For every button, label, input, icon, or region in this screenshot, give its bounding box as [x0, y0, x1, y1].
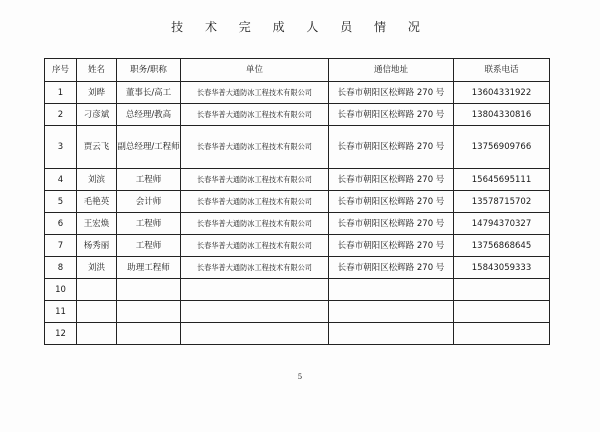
cell-phone: 13756868645: [454, 235, 550, 257]
cell-unit: 长春华普大通防冰工程技术有限公司: [181, 257, 329, 279]
cell-no: 7: [45, 235, 77, 257]
table-row: [45, 126, 550, 169]
cell-name: 王宏焕: [77, 213, 117, 235]
cell-position: 工程师: [117, 235, 181, 257]
cell-name: [77, 279, 117, 301]
cell-address: 长春市朝阳区松辉路 270 号: [329, 235, 454, 257]
cell-no: 11: [45, 301, 77, 323]
cell-unit: 长春华普大通防冰工程技术有限公司: [181, 213, 329, 235]
table-row: [45, 279, 550, 301]
cell-position: [117, 279, 181, 301]
table-row: [45, 191, 550, 213]
cell-position: 董事长/高工: [117, 82, 181, 104]
cell-phone: [454, 323, 550, 345]
cell-address: 长春市朝阳区松辉路 270 号: [329, 169, 454, 191]
cell-name: 贾云飞: [77, 126, 117, 169]
column-header: 职务/职称: [117, 59, 181, 82]
cell-phone: 13604331922: [454, 82, 550, 104]
column-header: 单位: [181, 59, 329, 82]
column-header: 通信地址: [329, 59, 454, 82]
cell-unit: 长春华普大通防冰工程技术有限公司: [181, 126, 329, 169]
cell-phone: 13756909766: [454, 126, 550, 169]
cell-phone: 15843059333: [454, 257, 550, 279]
table-row: [45, 235, 550, 257]
page-title: 技 术 完 成 人 员 情 况: [171, 20, 429, 34]
cell-position: [117, 323, 181, 345]
cell-no: 4: [45, 169, 77, 191]
cell-position: 助理工程师: [117, 257, 181, 279]
cell-phone: 13578715702: [454, 191, 550, 213]
cell-unit: 长春华普大通防冰工程技术有限公司: [181, 104, 329, 126]
table-row: [45, 82, 550, 104]
cell-address: 长春市朝阳区松辉路 270 号: [329, 257, 454, 279]
cell-position: [117, 301, 181, 323]
cell-address: 长春市朝阳区松辉路 270 号: [329, 82, 454, 104]
cell-name: 杨秀丽: [77, 235, 117, 257]
cell-position: 副总经理/工程师: [117, 126, 181, 169]
table-row: [45, 323, 550, 345]
cell-position: 会计师: [117, 191, 181, 213]
cell-phone: [454, 301, 550, 323]
cell-name: [77, 323, 117, 345]
table-header-row: [45, 59, 550, 82]
cell-address: [329, 323, 454, 345]
cell-phone: [454, 279, 550, 301]
cell-position: 工程师: [117, 213, 181, 235]
cell-unit: 长春华普大通防冰工程技术有限公司: [181, 169, 329, 191]
cell-name: 刘晔: [77, 82, 117, 104]
cell-name: 刘滨: [77, 169, 117, 191]
table-row: [45, 104, 550, 126]
cell-no: 1: [45, 82, 77, 104]
table-row: [45, 169, 550, 191]
personnel-table: [44, 58, 550, 345]
cell-unit: [181, 279, 329, 301]
cell-name: 毛艳英: [77, 191, 117, 213]
cell-name: [77, 301, 117, 323]
cell-address: 长春市朝阳区松辉路 270 号: [329, 126, 454, 169]
cell-unit: 长春华普大通防冰工程技术有限公司: [181, 82, 329, 104]
cell-name: 刁彦斌: [77, 104, 117, 126]
cell-address: 长春市朝阳区松辉路 270 号: [329, 191, 454, 213]
cell-unit: [181, 301, 329, 323]
cell-no: 8: [45, 257, 77, 279]
cell-unit: [181, 323, 329, 345]
table-row: [45, 213, 550, 235]
cell-no: 12: [45, 323, 77, 345]
cell-unit: 长春华普大通防冰工程技术有限公司: [181, 235, 329, 257]
cell-position: 工程师: [117, 169, 181, 191]
cell-no: 10: [45, 279, 77, 301]
cell-address: 长春市朝阳区松辉路 270 号: [329, 104, 454, 126]
cell-phone: 15645695111: [454, 169, 550, 191]
cell-no: 5: [45, 191, 77, 213]
column-header: 联系电话: [454, 59, 550, 82]
cell-phone: 14794370327: [454, 213, 550, 235]
cell-position: 总经理/教高: [117, 104, 181, 126]
table-row: [45, 257, 550, 279]
cell-phone: 13804330816: [454, 104, 550, 126]
cell-no: 6: [45, 213, 77, 235]
column-header: 姓名: [77, 59, 117, 82]
cell-unit: 长春华普大通防冰工程技术有限公司: [181, 191, 329, 213]
cell-name: 刘洪: [77, 257, 117, 279]
cell-no: 2: [45, 104, 77, 126]
page-number: 5: [297, 373, 303, 381]
table-row: [45, 301, 550, 323]
cell-no: 3: [45, 126, 77, 169]
cell-address: 长春市朝阳区松辉路 270 号: [329, 213, 454, 235]
cell-address: [329, 301, 454, 323]
cell-address: [329, 279, 454, 301]
column-header: 序号: [45, 59, 77, 82]
